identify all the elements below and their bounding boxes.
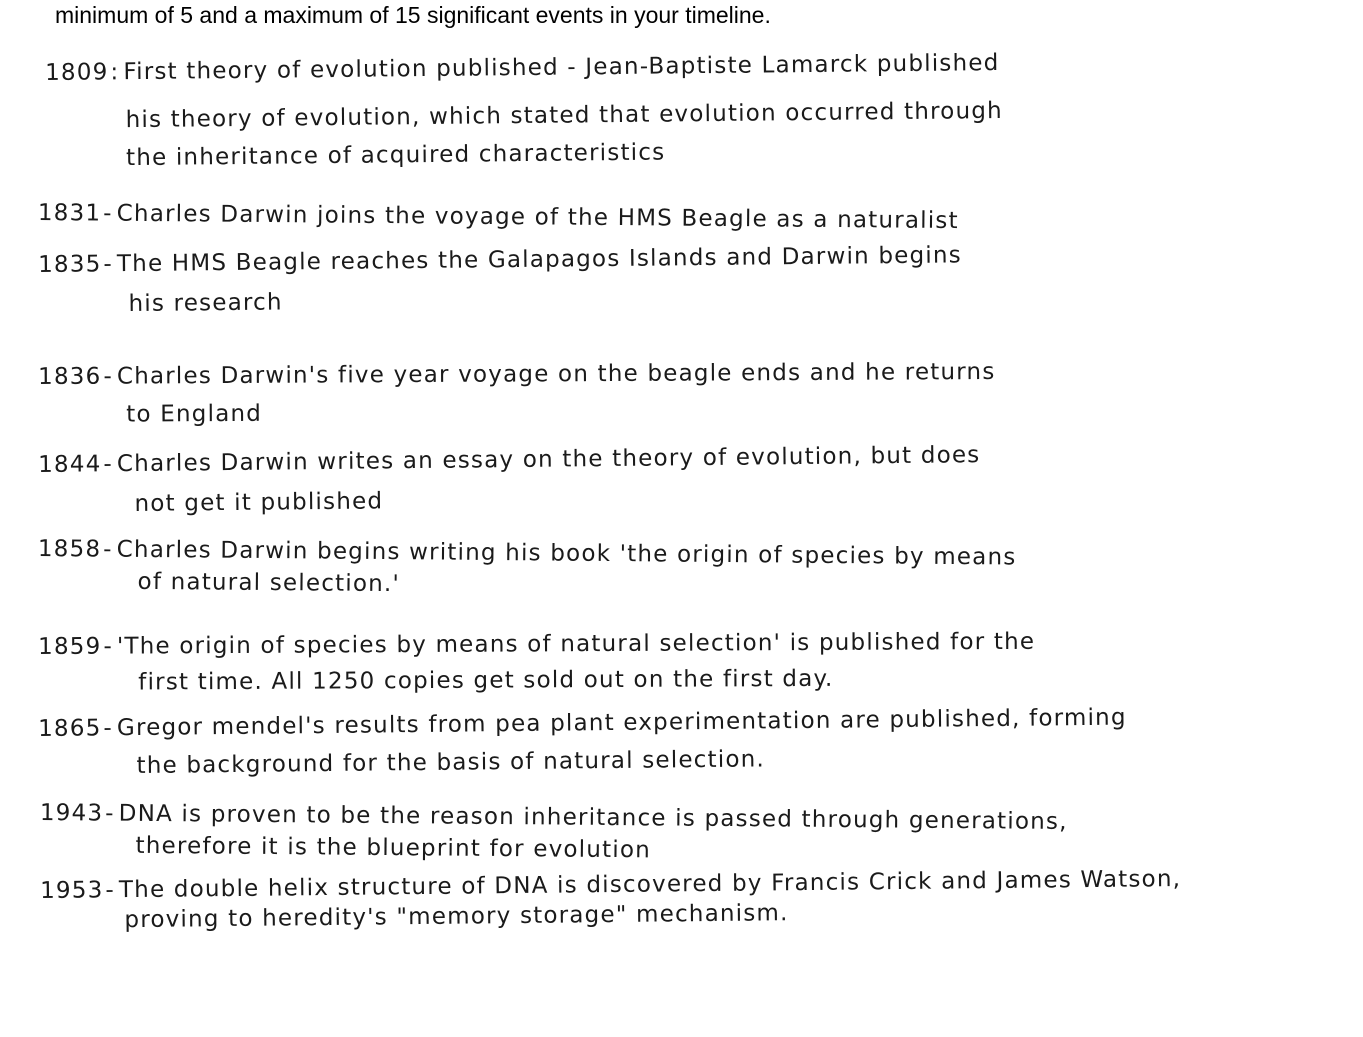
event-year: 1835 xyxy=(38,251,102,278)
event-separator: - xyxy=(105,877,116,904)
event-text-line: his research xyxy=(128,289,283,318)
event-year: 1953 xyxy=(40,877,104,904)
event-text-line: Charles Darwin's five year voyage on the beagle ends and he returns xyxy=(116,358,996,390)
event-text-line: the background for the basis of natural selection. xyxy=(136,746,766,779)
event-year: 1859 xyxy=(38,633,102,660)
event-text-line: Charles Darwin joins the voyage of the HMS Beagle as a naturalist xyxy=(116,200,959,235)
event-text-line: to England xyxy=(126,400,263,428)
event-text-line: 'The origin of species by means of natural selection' is published for the xyxy=(116,628,1036,660)
event-year: 1844 xyxy=(38,451,102,478)
event-separator: - xyxy=(105,800,115,827)
event-text-line: The HMS Beagle reaches the Galapagos Islands and Darwin begins xyxy=(116,242,963,278)
event-separator: - xyxy=(103,536,113,563)
assignment-instruction: minimum of 5 and a maximum of 15 significant events in your timeline. xyxy=(55,2,771,28)
event-text-line: proving to heredity's "memory storage" mechanism. xyxy=(124,900,789,934)
event-year: 1831 xyxy=(37,200,102,227)
event-text-line: The double helix structure of DNA is discovered by Francis Crick and James Watson, xyxy=(118,866,1182,904)
event-year: 1809 xyxy=(45,59,109,86)
event-year: 1836 xyxy=(38,363,102,390)
event-text-line: of natural selection.' xyxy=(137,568,401,598)
event-year: 1858 xyxy=(37,536,102,563)
event-separator: - xyxy=(103,363,113,390)
event-text-line: Charles Darwin begins writing his book 'the origin of species by means xyxy=(116,536,1017,571)
event-text-line: Charles Darwin writes an essay on the theory of evolution, but does xyxy=(116,442,981,478)
event-text-line: DNA is proven to be the reason inheritance is passed through generations, xyxy=(118,800,1068,835)
event-separator: - xyxy=(103,200,113,227)
event-text-line: Gregor mendel's results from pea plant experimentation are published, forming xyxy=(116,704,1127,742)
event-text-line: the inheritance of acquired characteristics xyxy=(125,139,666,172)
event-year: 1943 xyxy=(39,800,104,827)
event-separator: - xyxy=(103,715,114,742)
event-text-line: not get it published xyxy=(134,488,384,517)
event-separator: - xyxy=(103,451,114,478)
event-separator: : xyxy=(110,59,120,86)
event-separator: - xyxy=(103,633,113,660)
event-text-line: his theory of evolution, which stated that evolution occurred through xyxy=(125,97,1003,134)
event-year: 1865 xyxy=(38,715,102,742)
event-separator: - xyxy=(103,251,114,278)
event-text-line: therefore it is the blueprint for evolution xyxy=(135,832,652,864)
event-text-line: First theory of evolution published - Jean-Baptiste Lamarck published xyxy=(123,50,1000,86)
event-text-line: first time. All 1250 copies get sold out on the first day. xyxy=(138,665,834,696)
